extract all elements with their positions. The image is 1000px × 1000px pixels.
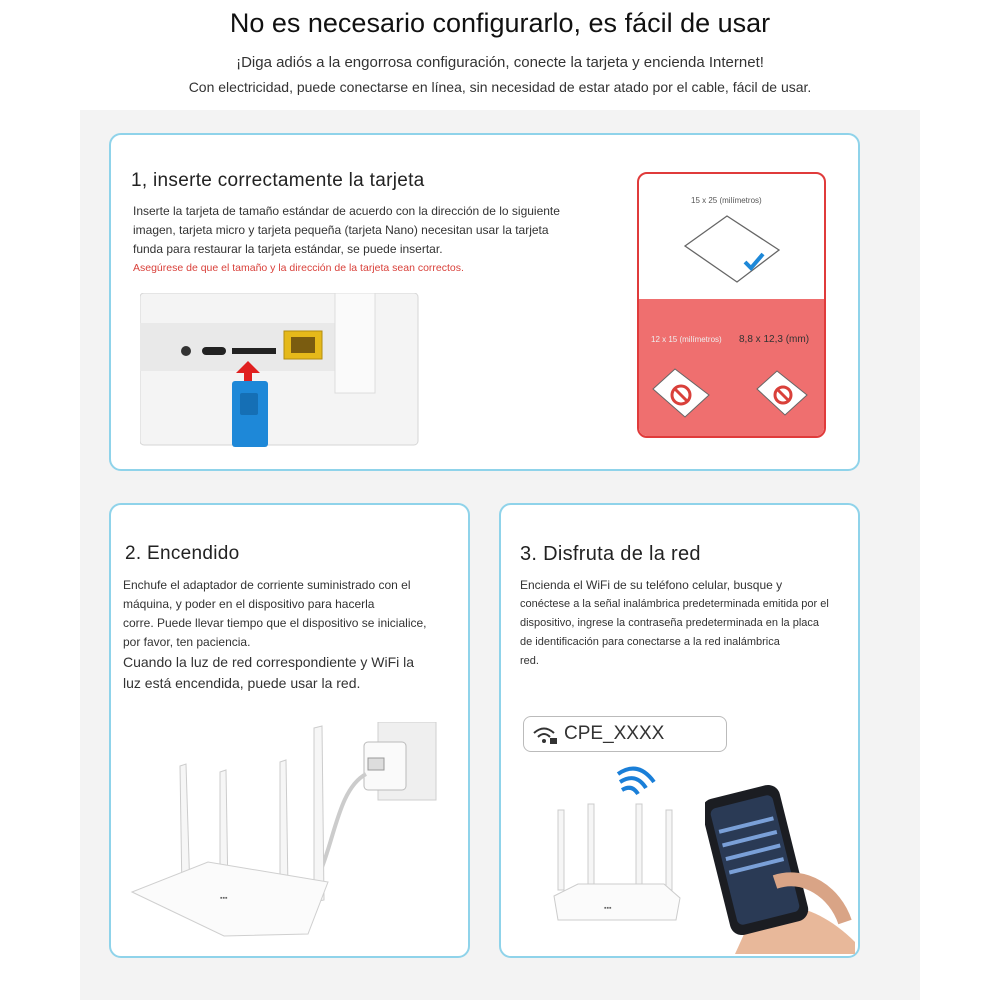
size-standard-label: 15 x 25 (milímetros)	[691, 196, 762, 205]
wifi-network-name: CPE_XXXX	[564, 723, 665, 744]
subtitle-line-1: ¡Diga adiós a la engorrosa configuración, conecte la tarjeta y encienda Internet!	[236, 54, 764, 71]
step2-body-line: corre. Puede llevar tiempo que el dispositivo se inicialice,	[123, 616, 427, 630]
router-illustration	[548, 800, 698, 930]
sim-slot-illustration	[140, 293, 420, 458]
size-micro-label: 12 x 15 (milímetros)	[651, 335, 722, 344]
wifi-lock-icon	[532, 725, 558, 745]
step2-heading: 2. Encendido	[125, 543, 240, 564]
svg-text:▪▪▪: ▪▪▪	[604, 905, 612, 912]
svg-text:▪▪▪: ▪▪▪	[220, 895, 228, 902]
step3-body-line: conéctese a la señal inalámbrica predeterminada emitida por el	[520, 598, 829, 610]
step1-warning: Asegúrese de que el tamaño y la dirección de la tarjeta sean correctos.	[133, 262, 464, 274]
standard-sim-icon	[679, 210, 789, 290]
step2-body-large-line: luz está encendida, puede usar la red.	[123, 675, 361, 691]
sim-size-chart	[637, 172, 826, 438]
wifi-signal-icon	[612, 760, 656, 800]
size-nano-label: 8,8 x 12,3 (mm)	[739, 334, 810, 345]
step2-body	[123, 576, 463, 694]
nano-sim-no-icon	[753, 363, 813, 423]
step3-body-line: red.	[520, 655, 539, 667]
page-title: No es necesario configurarlo, es fácil de usar	[229, 8, 771, 38]
phone-in-hand-illustration	[705, 782, 857, 954]
step3-body-line: Encienda el WiFi de su teléfono celular, busque y	[520, 578, 783, 592]
step1-heading: 1, inserte correctamente la tarjeta	[131, 170, 425, 191]
step2-body-line: máquina, y poder en el dispositivo para hacerla	[123, 597, 375, 611]
step2-body-large-line: Cuando la luz de red correspondiente y WiFi la	[123, 654, 415, 670]
step2-body-line: por favor, ten paciencia.	[123, 635, 251, 649]
step3-body-line: dispositivo, ingrese la contraseña predeterminada en la placa	[520, 617, 820, 629]
router-power-illustration	[128, 722, 448, 944]
step1-body	[133, 202, 623, 278]
step3-body-line: de identificación para conectarse a la red inalámbrica	[520, 636, 780, 648]
step2-body-line: Enchufe el adaptador de corriente suministrado con el	[123, 578, 411, 592]
step1-body-line: funda para restaurar la tarjeta estándar, se puede insertar.	[133, 242, 443, 256]
step1-body-line: Inserte la tarjeta de tamaño estándar de acuerdo con la dirección de lo siguiente	[133, 204, 560, 218]
micro-sim-no-icon	[649, 363, 719, 423]
step1-body-line: imagen, tarjeta micro y tarjeta pequeña (tarjeta Nano) necesitan usar la tarjeta	[133, 223, 549, 237]
step3-body	[520, 576, 850, 671]
step3-heading: 3. Disfruta de la red	[520, 543, 701, 565]
wifi-network-field[interactable]	[523, 716, 727, 752]
unsupported-sizes-area	[639, 299, 824, 436]
subtitle-line-2: Con electricidad, puede conectarse en línea, sin necesidad de estar atado por el cable, fácil de usar.	[188, 79, 812, 95]
